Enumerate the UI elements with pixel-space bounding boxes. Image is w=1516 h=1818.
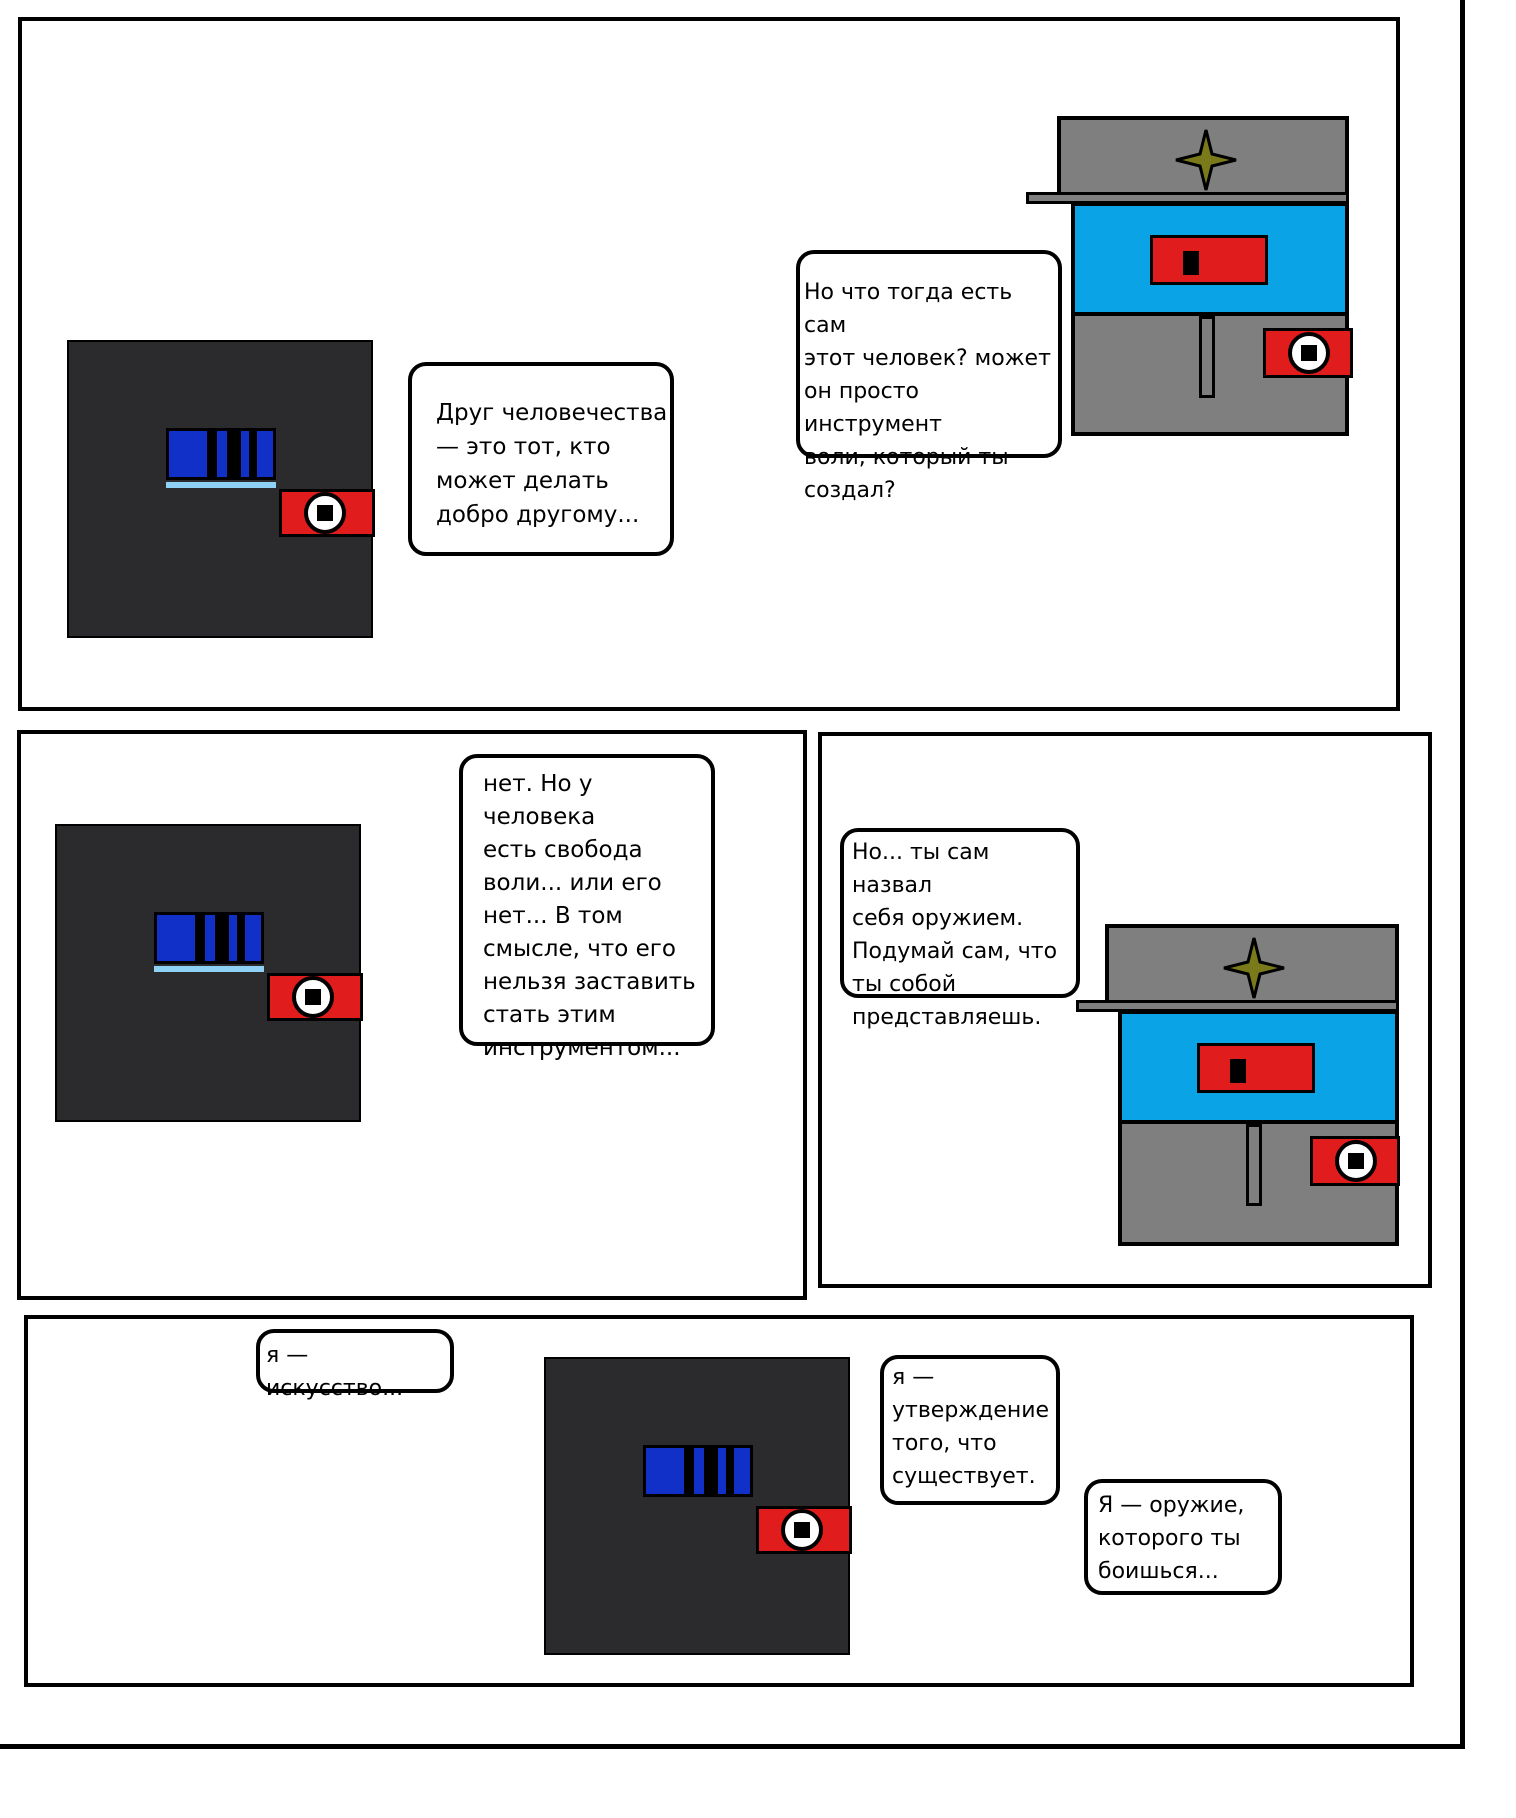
- eye-icon: [1335, 1140, 1377, 1182]
- dark-character: [544, 1357, 850, 1655]
- speech-bubble: нет. Но у человека есть свобода воли... или его нет... В том смысле, что его нельзя заставить стать этим инструментом...: [459, 754, 715, 1046]
- visor-underline: [154, 966, 264, 972]
- red-badge: [279, 489, 375, 537]
- eye-icon: [781, 1509, 823, 1551]
- visor: [154, 912, 264, 964]
- panel-bottom: [24, 1315, 1414, 1687]
- officer-body: [1118, 1120, 1399, 1246]
- dark-character: [55, 824, 361, 1122]
- star-icon: [1174, 128, 1238, 192]
- red-badge: [756, 1506, 852, 1554]
- officer-character: [1026, 116, 1326, 461]
- page-right-border: [1460, 0, 1465, 1748]
- dark-character: [67, 340, 373, 638]
- speech-bubble: Друг человечества — это тот, кто может делать добро другому...: [408, 362, 674, 556]
- eye-icon: [304, 492, 346, 534]
- panel-middle-right: [818, 732, 1432, 1288]
- officer-face: [1118, 1010, 1399, 1124]
- eye-icon: [1288, 332, 1330, 374]
- star-icon: [1222, 936, 1286, 1000]
- visor: [166, 428, 276, 480]
- officer-body: [1071, 312, 1349, 436]
- speech-bubble: Но что тогда есть сам этот человек? может он просто инструмент воли, который ты создал?: [796, 250, 1062, 458]
- speech-bubble: я — искусство...: [256, 1329, 454, 1393]
- eye-icon: [292, 976, 334, 1018]
- red-badge: [1263, 328, 1353, 378]
- red-badge: [1310, 1136, 1400, 1186]
- officer-cap: [1105, 924, 1399, 1004]
- officer-face: [1071, 202, 1349, 316]
- speech-bubble: Я — оружие, которого ты боишься...: [1084, 1479, 1282, 1595]
- officer-character: [1076, 924, 1396, 1254]
- speech-bubble: я — утверждение того, что существует.: [880, 1355, 1060, 1505]
- speech-bubble: Но... ты сам назвал себя оружием. Подумай сам, что ты собой представляешь.: [840, 828, 1080, 998]
- red-badge: [267, 973, 363, 1021]
- panel-middle-left: [17, 730, 807, 1300]
- visor: [643, 1445, 753, 1497]
- officer-cap: [1057, 116, 1349, 196]
- visor-underline: [166, 482, 276, 488]
- panel-top: [18, 17, 1400, 711]
- page-bottom-border: [0, 1744, 1465, 1749]
